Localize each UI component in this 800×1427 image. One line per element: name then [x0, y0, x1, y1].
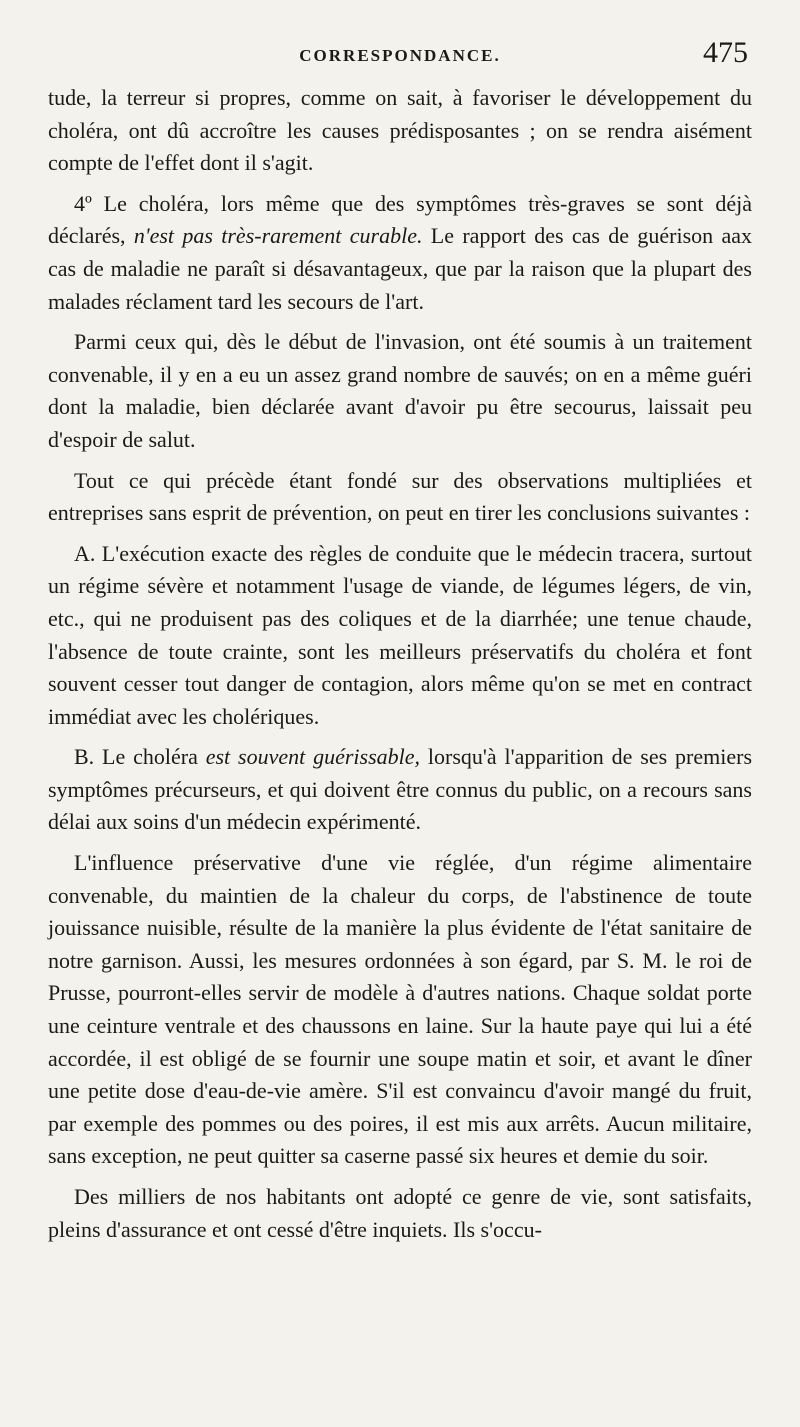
paragraph — [48, 847, 752, 1173]
text-run: L'influence préservative d'une vie réglée, d'un régime alimentaire convenable, du maintien de la chaleur du corps, de l'abstinence de toute jouissance nuisible, résulte de la manière la plus évidente de l'état sanitaire de notre garnison. Aussi, les mesures ordonnées à son égard, par S. M. le roi de Prusse, pourront-elles servir de modèle à d'autres nations. Chaque soldat porte une ceinture ventrale et des chaussons en laine. Sur la haute paye qui lui a été accordée, il est obligé de se fournir une soupe matin et soir, et avant le dîner une petite dose d'eau-de-vie amère. S'il est convaincu d'avoir mangé du fruit, par exemple des pommes ou des poires, il est mis aux arrêts. Aucun militaire, sans exception, ne peut quitter sa caserne passé six heures et demie du soir. — [48, 850, 752, 1169]
text-run: B. Le choléra — [74, 744, 206, 770]
text-run: Des milliers de nos habitants ont adopté ce genre de vie, sont satisfaits, pleins d'assurance et ont cessé d'être inquiets. Ils s'occu- — [48, 1184, 752, 1242]
paragraph — [48, 326, 752, 456]
italic-phrase: n'est pas très-rarement curable. — [133, 223, 423, 249]
running-head: CORRESPONDANCE. — [299, 46, 501, 65]
text-run: Parmi ceux qui, dès le début de l'invasion, ont été soumis à un traitement convenable, il y en a eu un assez grand nombre de sauvés; on en a même guéri dont la maladie, bien déclarée avant d'avoir pu être secourus, laissait peu d'espoir de salut. — [48, 329, 752, 452]
text-run: Tout ce qui précède étant fondé sur des observations multipliées et entreprises sans esprit de prévention, on peut en tirer les conclusions suivantes : — [48, 467, 752, 526]
paragraph — [48, 741, 752, 839]
italic-phrase: est souvent guérissable, — [205, 744, 421, 770]
text-run: tude, la terreur si propres, comme on sait, à favoriser le développement du choléra, ont dû accroître les causes prédisposantes ; on se rendra aisément compte de l'effet dont il s'agit. — [48, 85, 752, 176]
paragraph — [48, 82, 752, 180]
body-text — [48, 82, 752, 1246]
paragraph — [48, 1181, 752, 1246]
text-run: 4º Le choléra, lors même que des symptômes très-graves se sont déjà déclarés, — [48, 190, 752, 249]
text-run: A. L'exécution exacte des règles de conduite que le médecin tracera, surtout un régime sévère et notamment l'usage de viande, de légumes légers, de vin, etc., qui ne produisent pas des coliques et de la diarrhée; une tenue chaude, l'absence de toute crainte, sont les meilleurs préservatifs du choléra et font souvent cesser tout danger de contagion, alors même qu'on se met en contract immédiat avec les cholériques. — [48, 540, 752, 729]
text-run: Le rapport des cas de guérison aax cas de maladie ne paraît si désavantageux, que par la raison que la plupart des malades réclament tard les secours de l'art. — [48, 223, 752, 314]
page-number: 475 — [703, 36, 748, 69]
page-header — [48, 38, 752, 78]
paragraph — [48, 465, 752, 530]
paragraph — [48, 188, 752, 318]
text-run: lorsqu'à l'apparition de ses premiers symptômes précurseurs, et qui doivent être connus du public, on a recours sans délai aux soins d'un médecin expérimenté. — [48, 744, 752, 835]
paragraph — [48, 538, 752, 734]
